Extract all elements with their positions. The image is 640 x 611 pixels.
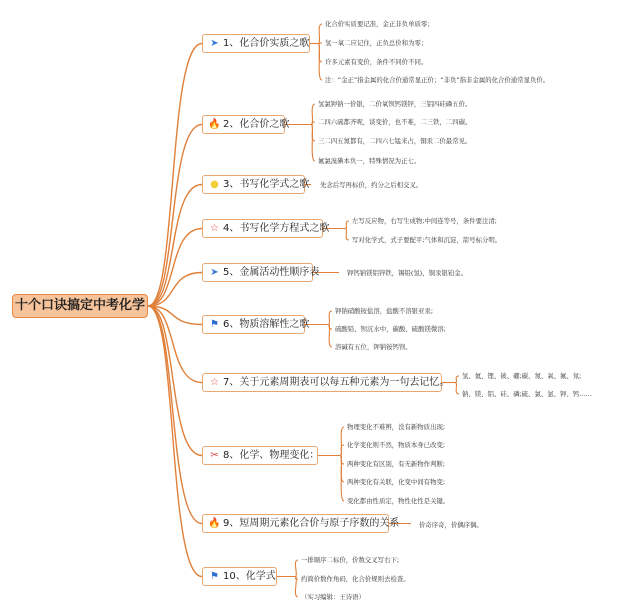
fire-icon: 🔥	[208, 119, 221, 130]
tools-icon: ✂	[210, 450, 219, 461]
subtopic-line: 物理变化不难辨，没有新物质出现;	[347, 423, 446, 431]
subtopic-line: 约简价数作角码，化合价规则去检查。	[301, 575, 410, 583]
topic-4[interactable]	[202, 219, 330, 238]
sub-connector	[311, 125, 315, 162]
subtopic-line: 氟氯溴碘本负一，特殊情况为正七。	[318, 157, 421, 165]
topic-label: 9、短周期元素化合价与原子序数的关系	[223, 518, 400, 529]
branch-line	[148, 306, 202, 524]
topic-label: 10、化学式	[223, 571, 276, 582]
subtopic-line: （实习编辑：王诗语）	[301, 593, 365, 601]
subtopic-line: 价奇序奇，价偶序偶。	[419, 521, 483, 529]
topic-label: 3、书写化学式之歌	[223, 179, 310, 190]
topic-label: 1、化合价实质之歌	[223, 38, 310, 49]
star-icon: ☆	[210, 223, 219, 234]
sub-connector	[295, 560, 298, 577]
star-icon: ☆	[210, 377, 219, 388]
central-topic[interactable]: 十个口诀搞定中考化学	[12, 294, 148, 318]
subtopic-line: 二四六硫都齐呢，谈变价，也不难，二三铁，二四碳。	[318, 118, 472, 126]
topic-9[interactable]	[202, 514, 400, 533]
subtopic-line: 氢一氧二应记住，正负总价和为零；	[325, 39, 428, 47]
subtopic-line: 钾钙钠镁铝锌铁，锡铅(氢)，铜汞银铂金。	[347, 269, 468, 277]
fire-icon: 🔥	[208, 518, 221, 529]
branch-line	[148, 306, 202, 577]
subtopic-line: 先念后写再标价，约分之后相交叉。	[320, 181, 423, 189]
subtopic-line: 注：“金正”指金属的化合价通常显正价；“非负”指非金属的化合价通常显负价。	[325, 76, 550, 84]
sub-connector	[345, 229, 349, 241]
topic-label: 2、化合价之歌	[223, 119, 290, 130]
topic-1[interactable]	[202, 34, 310, 53]
sub-connector	[328, 325, 332, 348]
paper-plane-icon: ➤	[210, 267, 219, 278]
sub-connector	[455, 376, 459, 383]
paper-plane-icon: ➤	[210, 38, 219, 49]
subtopic-line: 许多元素有变价，条件不同价不同。	[325, 58, 428, 66]
subtopic-line: 硫酸铅、钡沉水中，碳酸、硫酸镁微溶;	[335, 325, 446, 333]
subtopic-line: 三二四五氮都有，二四六七锰来占，铜汞二价最常见。	[318, 137, 472, 145]
flag-icon: ⚑	[210, 319, 219, 330]
topic-3[interactable]	[202, 175, 310, 194]
subtopic-line: 一排顺序二标价，价数交叉写右下;	[301, 556, 400, 564]
topic-label: 4、书写化学方程式之歌	[223, 223, 330, 234]
subtopic-line: 化学变化则不然，物质本身已改变;	[347, 441, 446, 449]
subtopic-line: 溶碱有五位，钾钠铵钙钡。	[335, 343, 412, 351]
sub-connector	[318, 24, 322, 44]
subtopic-line: 钾钠硝酸铵盐溶，盐酸不溶银亚汞;	[335, 307, 434, 315]
subtopic-line: 左写反应物，右写生成物;中间连等号，条件要注清;	[352, 217, 497, 225]
topic-6[interactable]	[202, 315, 310, 334]
subtopic-line: 两种变化有区别，有无新物作判断;	[347, 460, 446, 468]
flag-icon: ⚑	[210, 571, 219, 582]
subtopic-line: 写对化学式，式子要配平;气体和沉淀，箭号标分明。	[352, 236, 502, 244]
topic-7[interactable]	[202, 373, 450, 392]
topic-2[interactable]	[202, 115, 290, 134]
sub-connector	[311, 104, 315, 125]
subtopic-line: 氢、氦、锂、铍、硼;碳、氮、氧、氟、氖;	[462, 372, 582, 380]
sub-connector	[455, 383, 459, 395]
topic-label: 8、化学、物理变化：	[223, 450, 320, 461]
sub-connector	[295, 577, 298, 598]
topic-label: 5、金属活动性顺序表	[223, 267, 320, 278]
topic-8[interactable]	[202, 446, 318, 465]
subtopic-line: 化合价实质要记准，金正非负单质零；	[325, 20, 434, 28]
topic-label: 6、物质溶解性之歌	[223, 319, 310, 330]
topic-label: 7、关于元素周期表可以每五种元素为一句去记忆。	[223, 377, 450, 388]
topic-5[interactable]	[202, 263, 320, 282]
sub-connector	[340, 427, 344, 456]
branch-line	[148, 44, 202, 307]
branch-line	[148, 229, 202, 307]
subtopic-line: 钠、镁、铝、硅、磷;硫、氯、氩、钾、钙……	[462, 390, 592, 398]
subtopic-line: 两种变化有关联，化变中间有物变;	[347, 478, 446, 486]
subtopic-line: 变化都由性质定，物性化性是关键。	[347, 497, 450, 505]
sub-connector	[345, 221, 349, 229]
topic-10[interactable]	[202, 567, 277, 586]
lightbulb-icon: ●	[210, 179, 219, 190]
subtopic-line: 氢氯钾钠一价银，二价氧钡钙镁锌，三铝四硅磷五价。	[318, 100, 472, 108]
sub-connector	[328, 311, 332, 325]
